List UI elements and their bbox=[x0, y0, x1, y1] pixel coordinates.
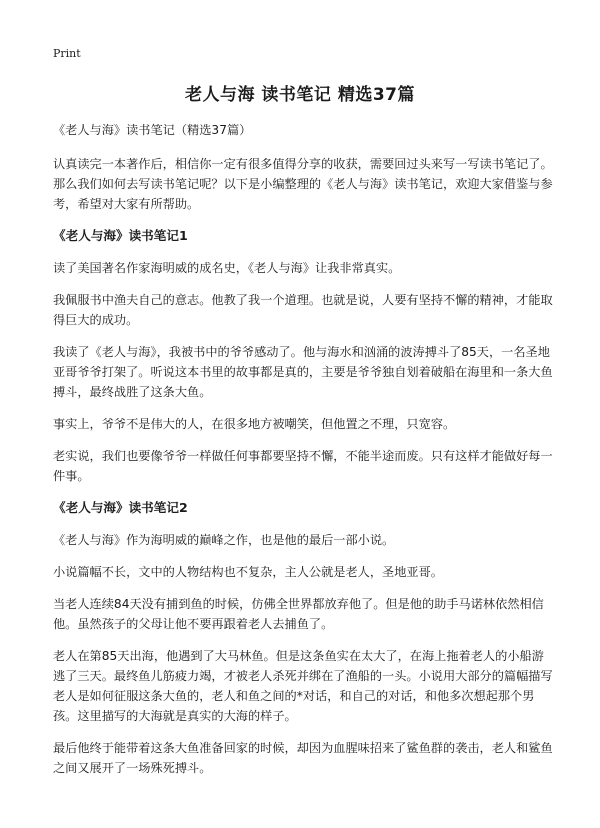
paragraph: 《老人与海》作为海明威的巅峰之作，也是他的最后一部小说。 bbox=[53, 533, 395, 547]
paragraph: 我佩服书中渔夫自己的意志。他教了我一个道理。也就是说，人要有坚持不懈的精神，才能取得巨大的成功。 bbox=[53, 293, 553, 327]
section-heading-1: 《老人与海》读书笔记1 bbox=[53, 228, 188, 243]
paragraph: 读了美国著名作家海明威的成名史，《老人与海》让我非常真实。 bbox=[53, 261, 401, 275]
subtitle: 《老人与海》读书笔记（精选37篇） bbox=[53, 123, 252, 137]
section-heading-2: 《老人与海》读书笔记2 bbox=[53, 500, 188, 515]
intro-paragraph: 认真读完一本著作后，相信你一定有很多值得分享的收获，需要回过头来写一写读书笔记了。那么我们如何去写读书笔记呢？以下是小编整理的《老人与海》读书笔记，欢迎大家借鉴与参考，希望对大家有所帮助。 bbox=[53, 157, 553, 211]
page-title: 老人与海 读书笔记 精选37篇 bbox=[185, 85, 415, 105]
paragraph: 当老人连续84天没有捕到鱼的时候，仿佛全世界都放弃他了。但是他的助手马诺林依然相信他。虽然孩子的父母让他不要再跟着老人去捕鱼了。 bbox=[53, 597, 544, 631]
paragraph: 老人在第85天出海，他遇到了大马林鱼。但是这条鱼实在太大了，在海上拖着老人的小船游逃了三天。最终鱼儿筋疲力竭，才被老人杀死并绑在了渔船的一头。小说用大部分的篇幅描写老人是如何征服这条大鱼的，老人和鱼之间的*对话，和自己的对话，和他多次想起那个男孩。这里描写的大海就是真实的大海的样子。 bbox=[53, 649, 553, 723]
paragraph: 我读了《老人与海》，我被书中的爷爷感动了。他与海水和汹涌的波涛搏斗了85天，一名圣地亚哥爷爷打架了。听说这本书里的故事都是真的，主要是爷爷独自划着破船在海里和一条大鱼搏斗，最终战胜了这条大鱼。 bbox=[53, 345, 553, 399]
document-body bbox=[53, 120, 553, 790]
paragraph: 事实上，爷爷不是伟大的人，在很多地方被嘲笑，但他置之不理，只宽容。 bbox=[53, 417, 456, 431]
paragraph: 小说篇幅不长，文中的人物结构也不复杂，主人公就是老人，圣地亚哥。 bbox=[53, 565, 443, 579]
paragraph: 最后他终于能带着这条大鱼准备回家的时候，却因为血腥味招来了鲨鱼群的袭击，老人和鲨鱼之间又展开了一场殊死搏斗。 bbox=[53, 741, 553, 775]
paragraph: 老实说，我们也要像爷爷一样做任何事都要坚持不懈，不能半途而废。只有这样才能做好每一件事。 bbox=[53, 449, 553, 483]
print-label: Print bbox=[53, 47, 81, 60]
